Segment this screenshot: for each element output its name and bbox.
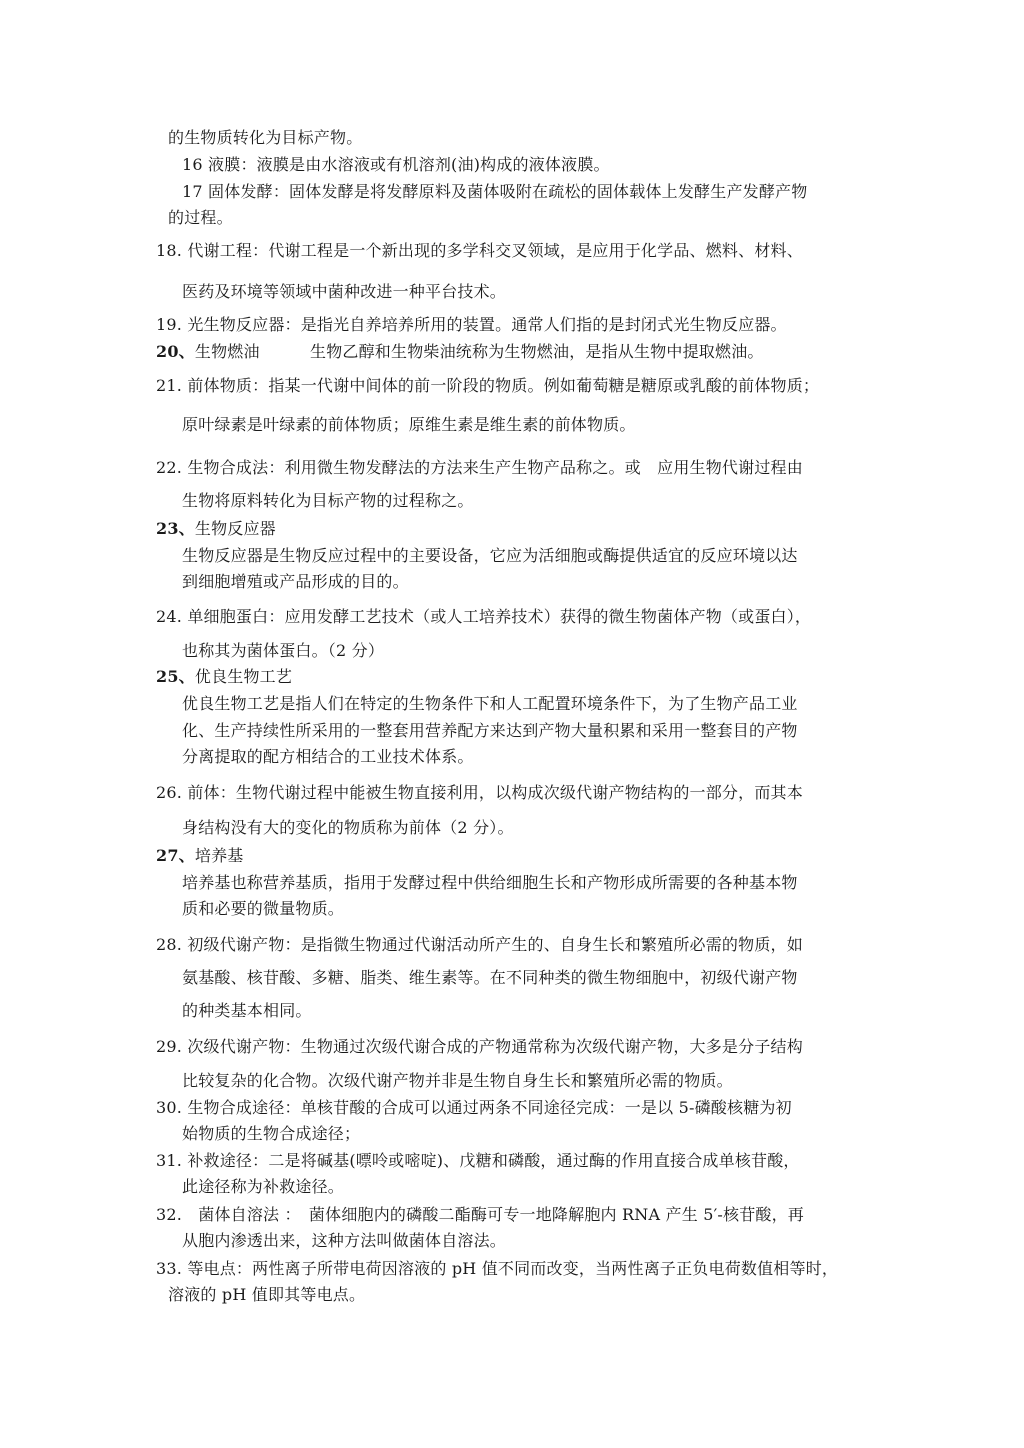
text-line: 24. 单细胞蛋白：应用发酵工艺技术（或人工培养技术）获得的微生物菌体产物（或蛋白）， xyxy=(156,607,812,626)
text-line: 从胞内渗透出来，这种方法叫做菌体自溶法。 xyxy=(182,1231,507,1250)
heading-term: 培养基 xyxy=(194,846,244,865)
text-line: 原叶绿素是叶绿素的前体物质；原维生素是维生素的前体物质。 xyxy=(182,415,636,434)
text-line: 18. 代谢工程：代谢工程是一个新出现的多学科交叉领域，是应用于化学品、燃料、材料、 xyxy=(156,241,803,260)
text-line: 医药及环境等领域中菌种改进一种平台技术。 xyxy=(182,282,507,301)
text-line: 26. 前体：生物代谢过程中能被生物直接利用，以构成次级代谢产物结构的一部分，而其本 xyxy=(156,783,803,802)
text-line: 溶液的 pH 值即其等电点。 xyxy=(168,1285,366,1304)
text-line: 17 固体发酵：固体发酵是将发酵原料及菌体吸附在疏松的固体载体上发酵生产发酵产物 xyxy=(182,182,808,201)
text-line: 氨基酸、核苷酸、多糖、脂类、维生素等。在不同种类的微生物细胞中，初级代谢产物 xyxy=(182,968,798,987)
heading-line xyxy=(156,341,260,363)
heading-line xyxy=(156,666,292,688)
text-line: 分离提取的配方相结合的工业技术体系。 xyxy=(182,747,474,766)
text-line: 比较复杂的化合物。次级代谢产物并非是生物自身生长和繁殖所必需的物质。 xyxy=(182,1071,733,1090)
heading-number: 25、 xyxy=(156,667,195,686)
text-line: 21. 前体物质：指某一代谢中间体的前一阶段的物质。例如葡萄糖是糖原或乳酸的前体物质； xyxy=(156,376,820,395)
text-line: 的过程。 xyxy=(168,208,233,227)
text-line: 质和必要的微量物质。 xyxy=(182,899,345,918)
text-line: 生物乙醇和生物柴油统称为生物燃油，是指从生物中提取燃油。 xyxy=(310,342,764,361)
text-line: 22. 生物合成法：利用微生物发酵法的方法来生产生物产品称之。或 应用生物代谢过程由 xyxy=(156,458,803,477)
heading-line xyxy=(156,518,276,540)
heading-number: 20、 xyxy=(156,342,195,361)
text-line: 的种类基本相同。 xyxy=(182,1001,312,1020)
text-line: 培养基也称营养基质，指用于发酵过程中供给细胞生长和产物形成所需要的各种基本物 xyxy=(182,873,798,892)
heading-term: 生物燃油 xyxy=(194,342,260,361)
text-line: 33. 等电点：两性离子所带电荷因溶液的 pH 值不同而改变，当两性离子正负电荷数值相等时， xyxy=(156,1259,839,1278)
text-line: 16 液膜：液膜是由水溶液或有机溶剂(油)构成的液体液膜。 xyxy=(182,155,610,174)
text-line: 32. 菌体自溶法 ： 菌体细胞内的磷酸二酯酶可专一地降解胞内 RNA 产生 5′-核苷酸，再 xyxy=(156,1205,805,1224)
text-line: 29. 次级代谢产物：生物通过次级代谢合成的产物通常称为次级代谢产物，大多是分子结构 xyxy=(156,1037,803,1056)
heading-number: 23、 xyxy=(156,519,195,538)
text-line: 的生物质转化为目标产物。 xyxy=(168,128,363,147)
text-line: 生物反应器是生物反应过程中的主要设备，它应为活细胞或酶提供适宜的反应环境以达 xyxy=(182,546,798,565)
heading-number: 27、 xyxy=(156,846,195,865)
heading-line xyxy=(156,845,243,867)
text-line: 优良生物工艺是指人们在特定的生物条件下和人工配置环境条件下，为了生物产品工业 xyxy=(182,694,798,713)
heading-term: 生物反应器 xyxy=(194,519,276,538)
text-line: 到细胞增殖或产品形成的目的。 xyxy=(182,572,409,591)
text-line: 31. 补救途径：二是将碱基(嘌呤或嘧啶)、戊糖和磷酸，通过酶的作用直接合成单核苷酸， xyxy=(156,1151,800,1170)
text-line: 生物将原料转化为目标产物的过程称之。 xyxy=(182,491,474,510)
text-line: 19. 光生物反应器：是指光自养培养所用的装置。通常人们指的是封闭式光生物反应器。 xyxy=(156,315,787,334)
text-line: 也称其为菌体蛋白。（2 分） xyxy=(182,641,385,660)
text-line: 30. 生物合成途径：单核苷酸的合成可以通过两条不同途径完成：一是以 5-磷酸核糖为初 xyxy=(156,1098,792,1117)
heading-term: 优良生物工艺 xyxy=(194,667,293,686)
text-line: 始物质的生物合成途径； xyxy=(182,1124,361,1143)
text-line: 化、生产持续性所采用的一整套用营养配方来达到产物大量积累和采用一整套目的产物 xyxy=(182,721,798,740)
text-line: 此途径称为补救途径。 xyxy=(182,1177,345,1196)
text-line: 身结构没有大的变化的物质称为前体（2 分）。 xyxy=(182,818,514,837)
text-line: 28. 初级代谢产物：是指微生物通过代谢活动所产生的、自身生长和繁殖所必需的物质，如 xyxy=(156,935,803,954)
